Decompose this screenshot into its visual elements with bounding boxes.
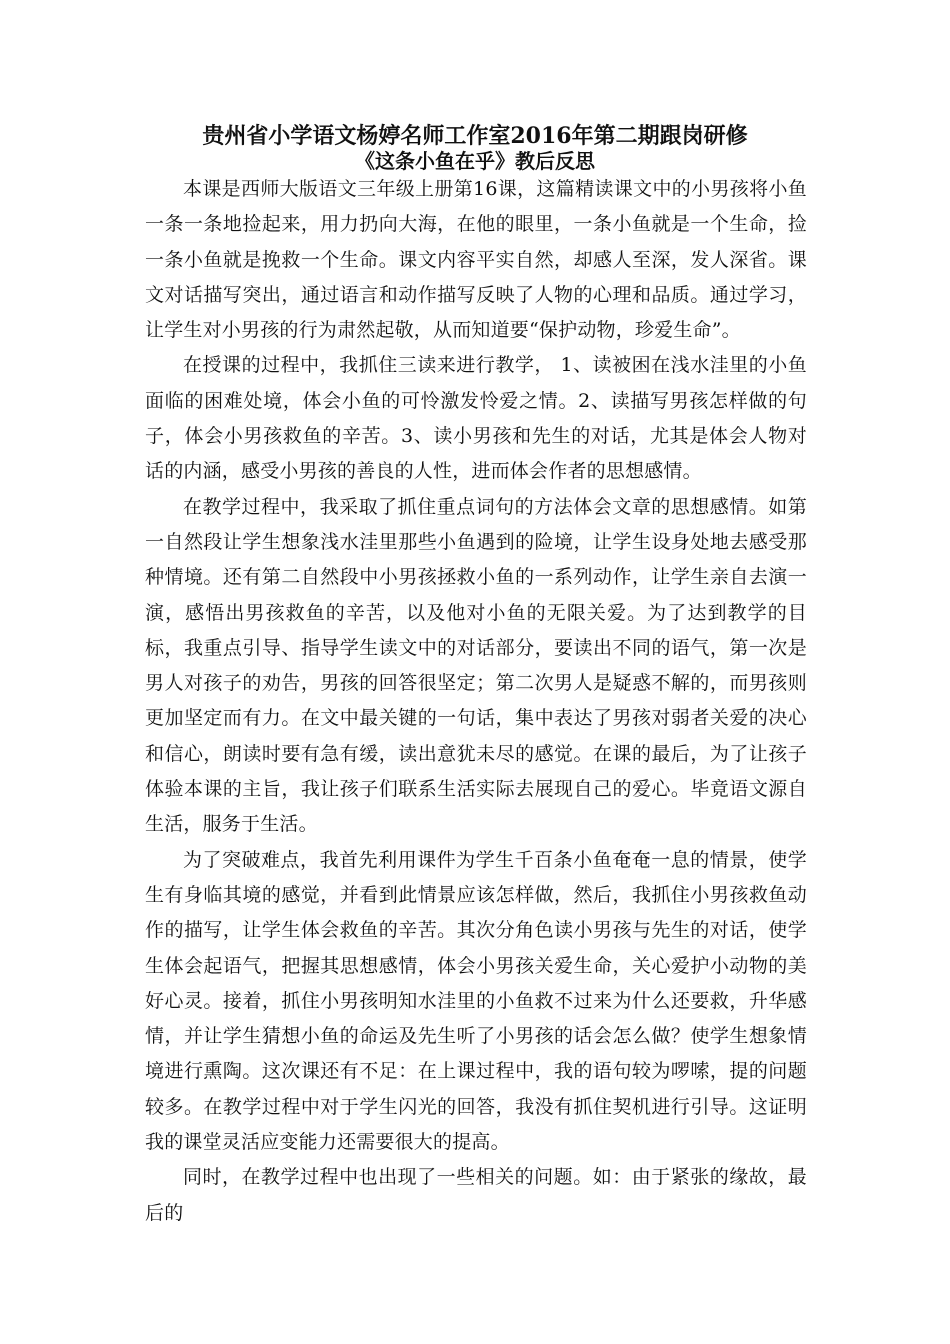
- paragraph-3: 在教学过程中，我采取了抓住重点词句的方法体会文章的思想感情。如第一自然段让学生想象浅水洼里那些小鱼遇到的险境，让学生设身处地去感受那种情境。还有第二自然段中小男孩拯救小鱼的一系列动作，让学生亲自去演一演，感悟出男孩救鱼的辛苦，以及他对小鱼的无限关爱。为了达到教学的目标，我重点引导、指导学生读文中的对话部分，要读出不同的语气，第一次是男人对孩子的劝告，男孩的回答很坚定；第二次男人是疑惑不解的，而男孩则更加坚定而有力。在文中最关键的一句话，集中表达了男孩对弱者关爱的决心和信心，朗读时要有急有缓，读出意犹未尽的感觉。在课的最后，为了让孩子体验本课的主旨，我让孩子们联系生活实际去展现自己的爱心。毕竟语文源自生活，服务于生活。: [145, 495, 807, 836]
- document-title: 贵州省小学语文杨婷名师工作室2016年第二期跟岗研修: [202, 123, 748, 149]
- document-body: [145, 172, 807, 1231]
- paragraph-4: 为了突破难点，我首先利用课件为学生千百条小鱼奄奄一息的情景，使学生有身临其境的感觉，并看到此情景应该怎样做，然后，我抓住小男孩救鱼动作的描写，让学生体会救鱼的辛苦。其次分角色读小男孩与先生的对话，使学生体会起语气，把握其思想感情，体会小男孩关爱生命，关心爱护小动物的美好心灵。接着，抓住小男孩明知水洼里的小鱼救不过来为什么还要救，升华感情，并让学生猜想小鱼的命运及先生听了小男孩的话会怎么做？使学生想象情境进行熏陶。这次课还有不足：在上课过程中，我的语句较为啰嗦，提的问题较多。在教学过程中对于学生闪光的回答，我没有抓住契机进行引导。这证明我的课堂灵活应变能力还需要很大的提高。: [145, 848, 807, 1154]
- paragraph-5: 同时，在教学过程中也出现了一些相关的问题。如：由于紧张的缘故，最后的: [145, 1166, 807, 1224]
- document-subtitle: 《这条小鱼在乎》教后反思: [355, 149, 595, 173]
- paragraph-2: 在授课的过程中，我抓住三读来进行教学， 1、读被困在浅水洼里的小鱼面临的困难处境，体会小鱼的可怜激发怜爱之情。2、读描写男孩怎样做的句子，体会小男孩救鱼的辛苦。3、读小男孩和先生的对话，尤其是体会人物对话的内涵，感受小男孩的善良的人性，进而体会作者的思想感情。: [145, 354, 807, 483]
- paragraph-1: 本课是西师大版语文三年级上册第16课，这篇精读课文中的小男孩将小鱼一条一条地捡起来，用力扔向大海，在他的眼里，一条小鱼就是一个生命，捡一条小鱼就是挽救一个生命。课文内容平实自然，却感人至深，发人深省。课文对话描写突出，通过语言和动作描写反映了人物的心理和品质。通过学习，让学生对小男孩的行为肃然起敬，从而知道要“保护动物，珍爱生命”。: [145, 178, 807, 342]
